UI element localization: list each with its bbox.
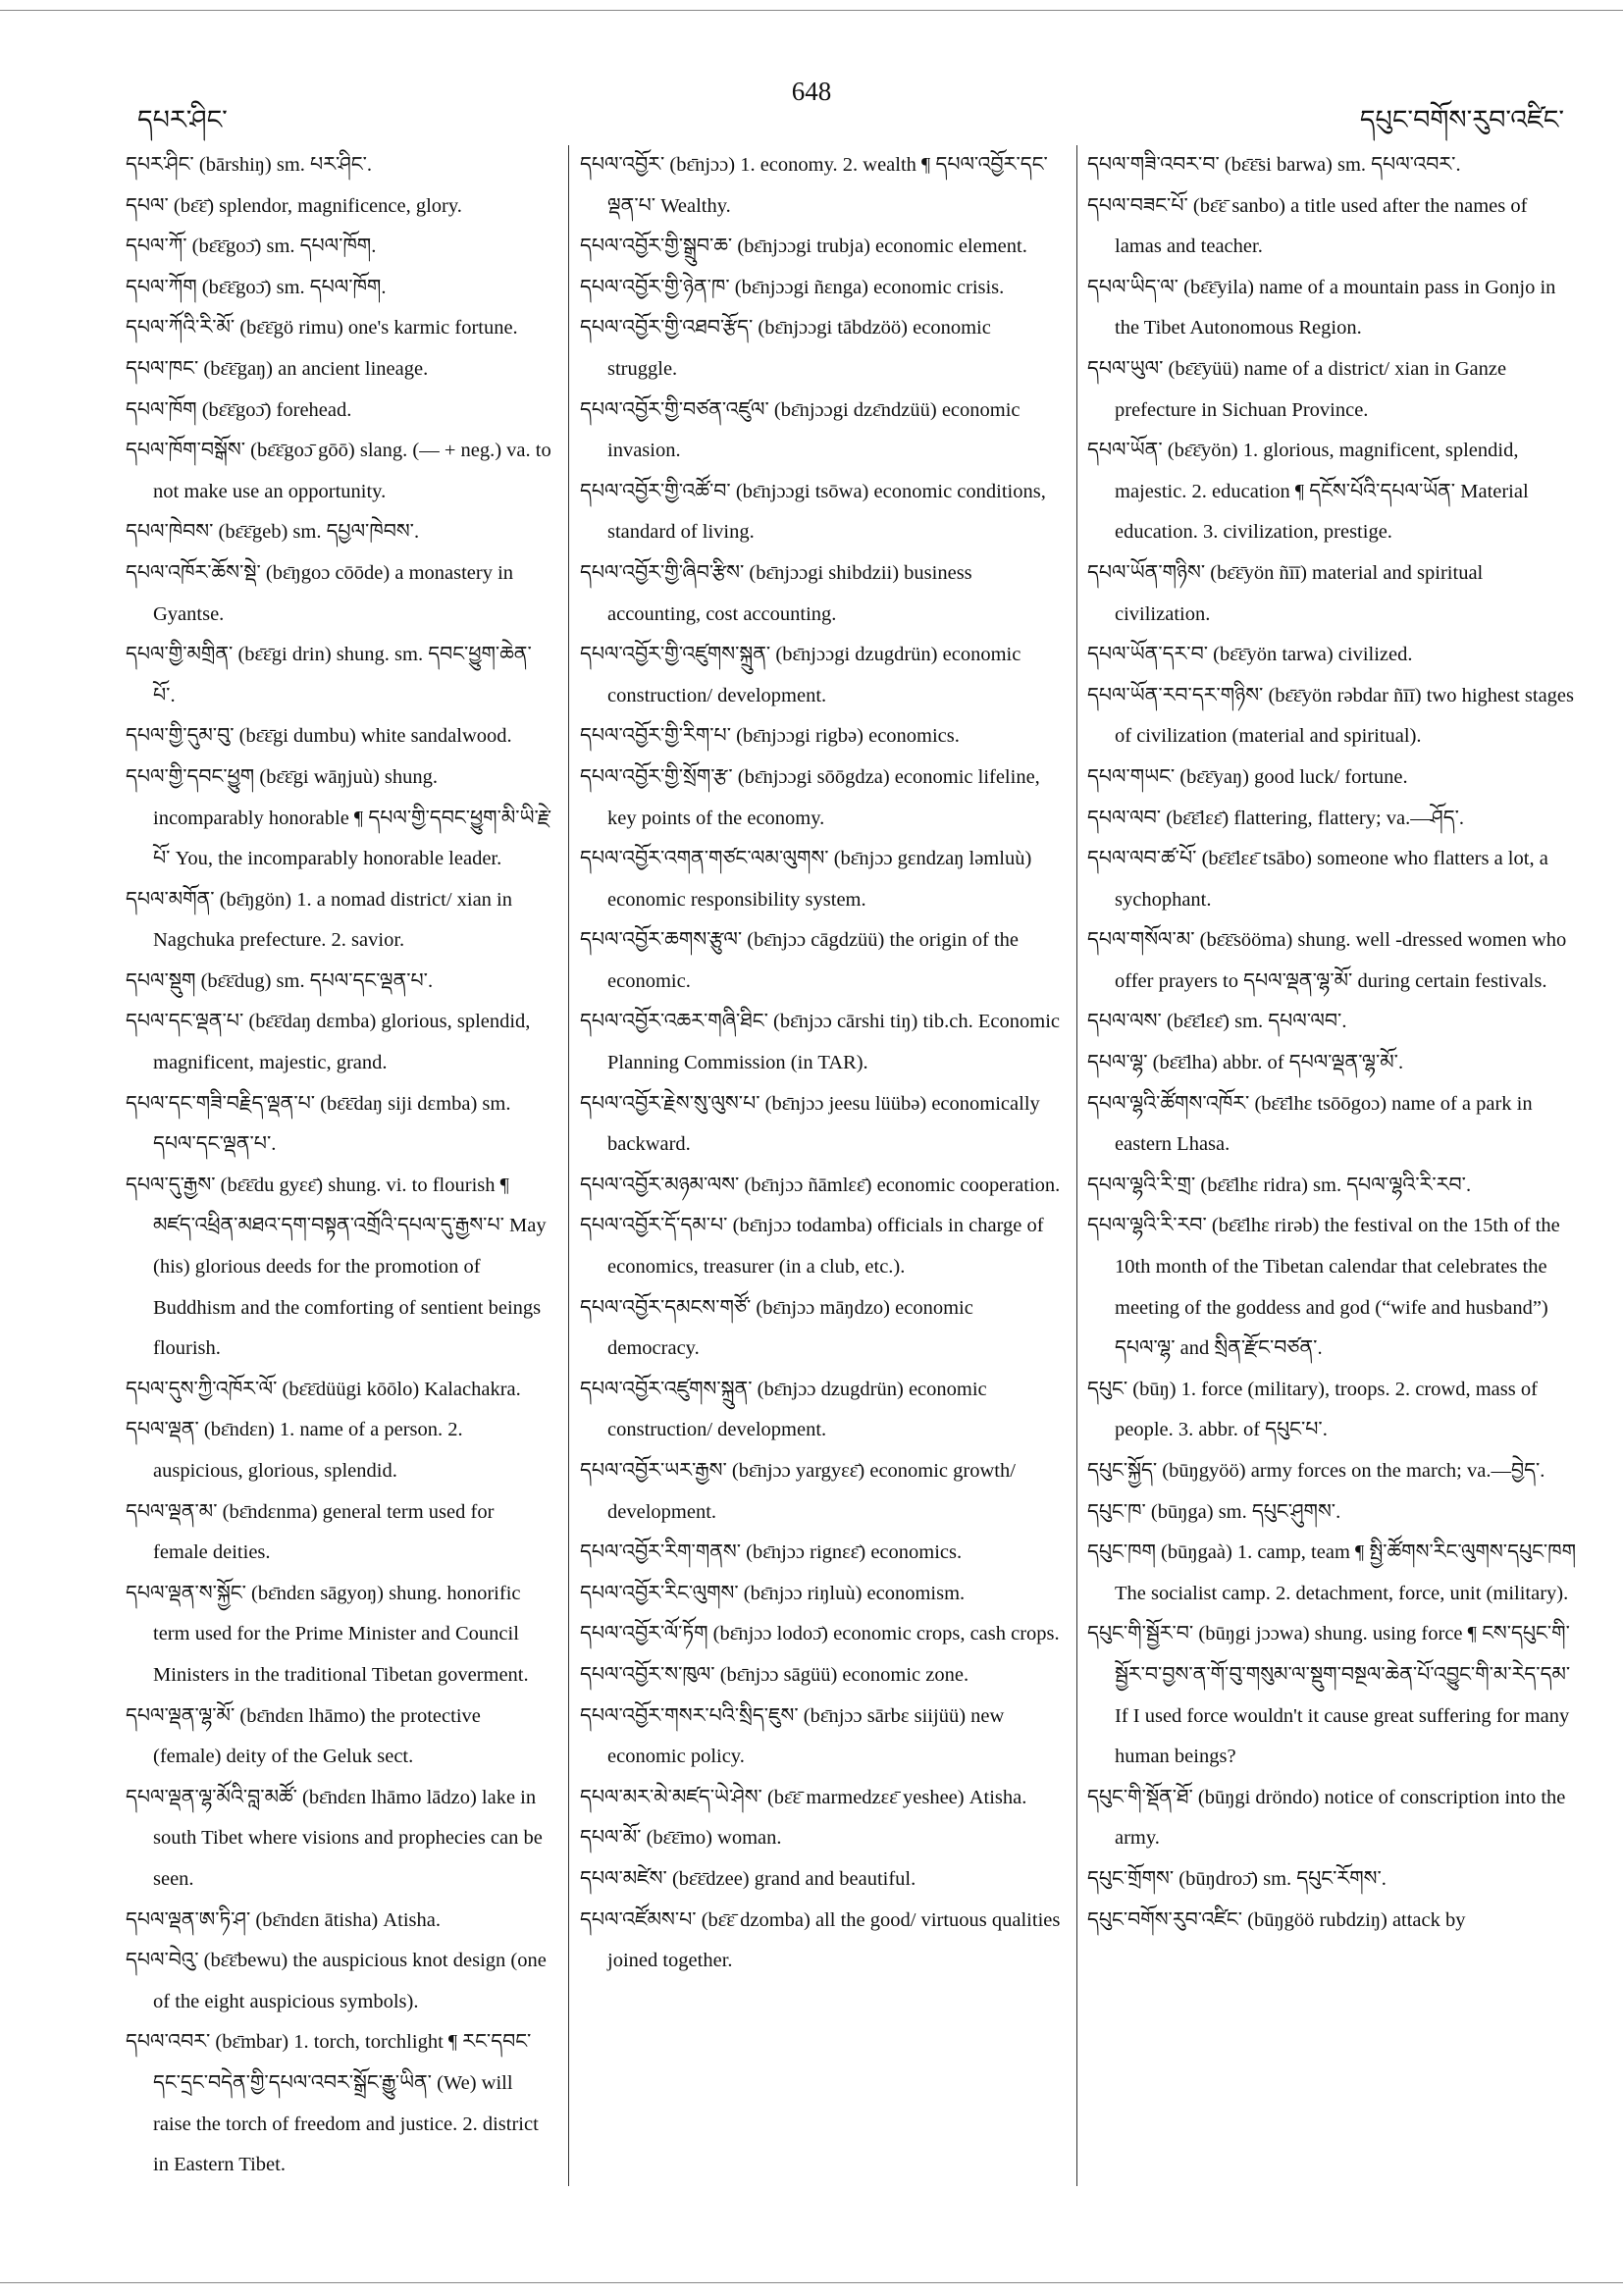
dictionary-entry: དཔལ་འབྱོར་གྱི་ཉེན་ཁ་ (bɛ̄njɔɔgi ñɛnga) economic crisis. bbox=[580, 276, 1005, 298]
dictionary-entry: དཔལ་ལྡན་མ་ (bɛ̄ndɛnma) general term used for female deities. bbox=[126, 1500, 495, 1564]
dictionary-entry: དཔལ་འབྱོར་གྱི་འཛུགས་སྐྲུན་ (bɛ̄njɔɔgi dzugdrün) economic construction/ development. bbox=[580, 644, 1021, 706]
dictionary-entry: དཔལ་འབྱོར་ཡར་རྒྱས་ (bɛ̄njɔɔ yargyɛɛ̄) economic growth/ development. bbox=[580, 1460, 1016, 1523]
dictionary-entry: དཔལ་ལྡན་ལྷ་མོ་ (bɛ̄ndɛn lhāmo) the protective (female) deity of the Geluk sect. bbox=[126, 1704, 481, 1768]
dictionary-entry: དཔལ་ཡོན་རབ་དར་གཉིས་ (bɛ̄ɛ̄yön rəbdar ñīī) two highest stages of civilization (material and spiritual). bbox=[1087, 684, 1575, 748]
dictionary-entry: དཔལ་མཛེས་ (bɛ̄ɛ̄dzee) grand and beautiful. bbox=[580, 1867, 916, 1890]
dictionary-entry: དཔལ་ལས་ (bɛ̄ɛ̄lɛɛ̄) sm. དཔལ་ལབ་. bbox=[1087, 1011, 1347, 1033]
dictionary-entry: དཔལ་ (bɛ̄ɛ̄) splendor, magnificence, glory. bbox=[126, 194, 462, 217]
dictionary-entry: དཔལ་འབྱོར་ (bɛ̄njɔɔ) 1. economy. 2. wealth ¶ དཔལ་འབྱོར་དང་ལྡན་པ་ Wealthy. bbox=[580, 154, 1048, 217]
dictionary-entry: དཔལ་གསོལ་མ་ (bɛ̄ɛ̄sööma) shung. well -dressed women who offer prayers to དཔལ་ལྡན་ལྷ་མོ་ during certain festivals. bbox=[1087, 929, 1567, 992]
dictionary-entry: དཔལ་འབྱོར་རིག་གནས་ (bɛ̄njɔɔ rignɛɛ̄) economics. bbox=[580, 1541, 963, 1564]
dictionary-entry: དཔལ་ཀོག (bɛ̄ɛ̄goɔ̄) sm. དཔལ་ཁོག. bbox=[126, 276, 387, 298]
top-rule bbox=[0, 10, 1623, 11]
dictionary-entry: དཔལ་གཡང་ (bɛ̄ɛ̄yaŋ) good luck/ fortune. bbox=[1087, 765, 1408, 788]
dictionary-entry: དཔུང་ཁག (būŋgaà) 1. camp, team ¶ སྤྱི་ཚོགས་རིང་ལུགས་དཔུང་ཁག The socialist camp. 2. detachment, force, unit (military). bbox=[1087, 1541, 1576, 1604]
dictionary-entry: དཔལ་བེའུ་ (bɛ̄ɛ̄bewu) the auspicious knot design (one of the eight auspicious symbols). bbox=[126, 1950, 547, 2012]
dictionary-entry: དཔལ་ཡོན་དར་བ་ (bɛ̄ɛ̄yön tarwa) civilized. bbox=[1087, 644, 1413, 666]
dictionary-entry: དཔལ་འབྱོར་འགན་གཙང་ལམ་ལུགས་ (bɛ̄njɔɔ gɛndzaŋ ləmluù) economic responsibility system. bbox=[580, 848, 1032, 911]
dictionary-entry: དཔལ་འབྱོར་གྱི་སྲོག་རྩ་ (bɛ̄njɔɔgi sōōgdza) economic lifeline, key points of the economy. bbox=[580, 765, 1040, 829]
entry-columns bbox=[126, 145, 1576, 2191]
dictionary-entry: དཔལ་འབྱོར་དོ་དམ་པ་ (bɛ̄njɔɔ todamba) officials in charge of economics, treasurer (in a club, etc.). bbox=[580, 1215, 1044, 1278]
dictionary-entry: དཔལ་འབྱོར་ལོ་ཏོག (bɛ̄njɔɔ lodoɔ̄) economic crops, cash crops. bbox=[580, 1623, 1060, 1645]
dictionary-entry: དཔལ་ལབ་ཚ་པོ་ (bɛ̄ɛ̄lɛɛ̄ tsābo) someone who flatters a lot, a sychophant. bbox=[1087, 848, 1548, 911]
dictionary-entry: དཔལ་འབྱོར་གྱི་འཐབ་རྩོད་ (bɛ̄njɔɔgi tābdzöö) economic struggle. bbox=[580, 317, 991, 380]
dictionary-entry: དཔལ་ལྷའི་ཚོགས་འཁོར་ (bɛ̄ɛ̄lhɛ tsōōgoɔ) name of a park in eastern Lhasa. bbox=[1087, 1092, 1533, 1156]
header-right-guideword: དཔུང་བགོས་རུབ་འཛིང་ bbox=[1359, 105, 1564, 134]
dictionary-entry: དཔལ་བཟང་པོ་ (bɛ̄ɛ̄ sanbo) a title used after the names of lamas and teacher. bbox=[1087, 194, 1528, 258]
dictionary-entry: དཔལ་འབྱོར་རྗེས་སུ་ལུས་པ་ (bɛ̄njɔɔ jeesu lüübə) economically backward. bbox=[580, 1092, 1040, 1156]
dictionary-entry: དཔལ་ཡོན་གཉིས་ (bɛ̄ɛ̄yön ñīī) material and spiritual civilization. bbox=[1087, 561, 1484, 625]
dictionary-entry: དཔལ་འབྱོར་གྱི་རིག་པ་ (bɛ̄njɔɔgi rigbə) economics. bbox=[580, 725, 960, 748]
dictionary-entry: དཔལ་ལྡན་ (bɛ̄ndɛn) 1. name of a person. 2. auspicious, glorious, splendid. bbox=[126, 1419, 463, 1482]
dictionary-entry: དཔུང་ (būŋ) 1. force (military), troops. 2. crowd, mass of people. 3. abbr. of དཔུང་པ་. bbox=[1087, 1378, 1538, 1441]
dictionary-entry: དཔལ་མོ་ (bɛ̄ɛ̄mo) woman. bbox=[580, 1827, 782, 1850]
column-2 bbox=[580, 145, 1061, 2191]
dictionary-entry: དཔལ་འབྱོར་གྱི་ཞིབ་རྩིས་ (bɛ̄njɔɔgi shibdzii) business accounting, cost accounting. bbox=[580, 561, 972, 625]
dictionary-entry: དཔལ་འབྱོར་རིང་ལུགས་ (bɛ̄njɔɔ riŋluù) economism. bbox=[580, 1582, 966, 1604]
dictionary-entry: དཔལ་ལྡན་ལྷ་མོའི་བླ་མཚོ་ (bɛ̄ndɛn lhāmo lādzo) lake in south Tibet where visions and prophecies can be seen. bbox=[126, 1786, 543, 1890]
page-number: 648 bbox=[791, 77, 832, 106]
column-3 bbox=[1087, 145, 1576, 2191]
dictionary-entry: དཔལ་གྱི་མགྲིན་ (bɛ̄ɛ̄gi drin) shung. sm. དབང་ཕྱུག་ཆེན་པོ་. bbox=[126, 644, 532, 706]
dictionary-entry: དཔལ་ལབ་ (bɛ̄ɛ̄lɛɛ̄) flattering, flattery; va.—ཤོད་. bbox=[1087, 807, 1464, 829]
dictionary-entry: དཔལ་འབྱོར་མཉམ་ལས་ (bɛ̄njɔɔ ñāmlɛɛ̄) economic cooperation. bbox=[580, 1174, 1061, 1196]
dictionary-entry: དཔལ་ཡུལ་ (bɛ̄ɛ̄yüü) name of a district/ xian in Ganze prefecture in Sichuan Province. bbox=[1087, 357, 1507, 421]
dictionary-entry: དཔལ་འབར་ (bɛ̄mbar) 1. torch, torchlight ¶ རང་དབང་དང་དྲང་བདེན་གྱི་དཔལ་འབར་སྒྲོང་རྒྱུ་ཡིན་ (We) will raise the torch of freedom and justice. 2. district in Eastern Tibet. bbox=[126, 2031, 539, 2176]
dictionary-entry: དཔལ་འབྱོར་གྱི་སྒྲུབ་ཆ་ (bɛ̄njɔɔgi trubja) economic element. bbox=[580, 235, 1027, 258]
dictionary-entry: དཔལ་ལྷ་ (bɛ̄ɛ̄lha) abbr. of དཔལ་ལྡན་ལྷ་མོ་. bbox=[1087, 1052, 1404, 1074]
header-left-guideword: དཔར་ཤིང་ bbox=[137, 105, 228, 134]
dictionary-entry: དཔལ་དུ་རྒྱས་ (bɛ̄ɛ̄du gyɛɛ̄) shung. vi. to flourish ¶ མཛད་འཕྲིན་མཐའ་དག་བསྟན་འགྲོའི་དཔལ་དུ་རྒྱས་པ་ May (his) glorious deeds for the promotion of Buddhism and the comforting of sentient beings flourish. bbox=[126, 1174, 547, 1360]
column-1 bbox=[126, 145, 552, 2191]
dictionary-entry: དཔུང་བགོས་རུབ་འཛིང་ (būŋgöö rubdziŋ) attack by bbox=[1087, 1908, 1466, 1931]
dictionary-entry: དཔལ་འཁོར་ཆོས་སྡེ་ (bɛ̄ŋgoɔ cōōde) a monastery in Gyantse. bbox=[126, 561, 514, 625]
dictionary-entry: དཔལ་འབྱོར་འཆར་གཞི་ཐིང་ (bɛ̄njɔɔ cārshi tiŋ) tib.ch. Economic Planning Commission (in TAR). bbox=[580, 1011, 1060, 1074]
dictionary-entry: དཔུང་གི་སྦྱོར་བ་ (būŋgi jɔɔwa) shung. using force ¶ ངས་དཔུང་གི་སྦྱོར་བ་བྱས་ན་གོ་བུ་གསུམ་ལ་སྡུག་བསྔལ་ཆེན་པོ་འབྱུང་གི་མ་རེད་དམ་ If I used force wouldn't it cause great suffering for many human beings? bbox=[1087, 1623, 1571, 1768]
dictionary-entry: དཔུང་ཁ་ (būŋga) sm. དཔུང་ཤུགས་. bbox=[1087, 1500, 1341, 1523]
dictionary-entry: དཔལ་ལྷའི་རི་གྲ་ (bɛ̄ɛ̄lhɛ ridra) sm. དཔལ་ལྷའི་རི་རབ་. bbox=[1087, 1174, 1472, 1196]
dictionary-entry: དཔལ་ཀོ་ (bɛ̄ɛ̄goɔ̄) sm. དཔལ་ཁོག. bbox=[126, 235, 377, 258]
dictionary-entry: དཔལ་ཡོན་ (bɛ̄ɛ̄yön) 1. glorious, magnificent, splendid, majestic. 2. education ¶ དངོས་པོའི་དཔལ་ཡོན་ Material education. 3. civilization, prestige. bbox=[1087, 440, 1529, 544]
dictionary-entry: དཔལ་ལྡན་ཨ་ཏི་ཤ་ (bɛ̄ndɛn ātisha) Atisha. bbox=[126, 1908, 442, 1931]
dictionary-entry: དཔལ་ལྡན་ས་སྐྱོང་ (bɛ̄ndɛn sāgyoŋ) shung. honorific term used for the Prime Minister and Council Ministers in the traditional Tibetan goverment. bbox=[126, 1582, 529, 1686]
dictionary-entry: དཔུང་གྲོགས་ (būŋdroɔ̄) sm. དཔུང་རོགས་. bbox=[1087, 1867, 1387, 1890]
dictionary-entry: དཔལ་ཡིད་ལ་ (bɛ̄ɛ̄yila) name of a mountain pass in Gonjo in the Tibet Autonomous Region. bbox=[1087, 276, 1556, 339]
dictionary-entry: དཔུང་གི་སྡོན་ཐོ་ (būŋgi dröndo) notice of conscription into the army. bbox=[1087, 1786, 1566, 1850]
dictionary-entry: དཔལ་གྱི་དུམ་བུ་ (bɛ̄ɛ̄gi dumbu) white sandalwood. bbox=[126, 725, 512, 748]
dictionary-entry: དཔལ་འབྱོར་དམངས་གཙོ་ (bɛ̄njɔɔ māŋdzo) economic democracy. bbox=[580, 1296, 973, 1360]
dictionary-entry: དཔལ་གཟི་འབར་བ་ (bɛ̄ɛ̄si barwa) sm. དཔལ་འབར་. bbox=[1087, 154, 1461, 176]
dictionary-entry: དཔལ་ལྷའི་རི་རབ་ (bɛ̄ɛ̄lhɛ rirəb) the festival on the 15th of the 10th month of the Tibetan calendar that celebrates the meeting of the goddess and god (“wife and husband”) དཔལ་ལྷ་ and སྲིན་རྫོང་བཙན་. bbox=[1087, 1215, 1560, 1360]
dictionary-entry: དཔལ་དང་གཟི་བརྗིད་ལྡན་པ་ (bɛ̄ɛ̄daŋ siji dɛmba) sm. དཔལ་དང་ལྡན་པ་. bbox=[126, 1092, 511, 1156]
dictionary-entry: དཔལ་མར་མེ་མཛད་ཡེ་ཤེས་ (bɛ̄ɛ̄ marmedzɛɛ̄ yeshee) Atisha. bbox=[580, 1786, 1027, 1808]
dictionary-entry: དཔལ་འབྱོར་གསར་པའི་སྲིད་ཇུས་ (bɛ̄njɔɔ sārbɛ siijüü) new economic policy. bbox=[580, 1704, 1005, 1768]
dictionary-entry: དཔལ་ཁང་ (bɛ̄ɛ̄gaŋ) an ancient lineage. bbox=[126, 357, 429, 380]
dictionary-entry: དཔལ་འཛོམས་པ་ (bɛ̄ɛ̄ dzomba) all the good/ virtuous qualities joined together. bbox=[580, 1908, 1061, 1972]
dictionary-entry: དཔལ་འབྱོར་འཛུགས་སྐྲུན་ (bɛ̄njɔɔ dzugdrün) economic construction/ development. bbox=[580, 1378, 987, 1441]
dictionary-entry: དཔལ་དུས་ཀྱི་འཁོར་ལོ་ (bɛ̄ɛ̄düügi kōōlo) Kalachakra. bbox=[126, 1378, 521, 1400]
dictionary-entry: དཔར་ཤིང་ (bārshiŋ) sm. པར་ཤིང་. bbox=[126, 154, 373, 176]
dictionary-entry: དཔལ་མགོན་ (bɛ̄ŋgön) 1. a nomad district/ xian in Nagchuka prefecture. 2. savior. bbox=[126, 888, 513, 952]
dictionary-entry: དཔལ་སྡུག (bɛ̄ɛ̄dug) sm. དཔལ་དང་ལྡན་པ་. bbox=[126, 969, 434, 992]
dictionary-entry: དཔལ་ཁེབས་ (bɛ̄ɛ̄geb) sm. དཔྱལ་ཁེབས་. bbox=[126, 521, 420, 544]
dictionary-entry: དཔལ་འབྱོར་གྱི་བཙན་འཛུལ་ (bɛ̄njɔɔgi dzɛ̄ndzüü) economic invasion. bbox=[580, 398, 1021, 462]
page-header bbox=[0, 69, 1623, 134]
dictionary-entry: དཔལ་གྱི་དབང་ཕྱུག (bɛ̄ɛ̄gi wāŋjuù) shung. incomparably honorable ¶ དཔལ་གྱི་དབང་ཕྱུག་མི་ཡི་རྗེ་པོ་ You, the incomparably honorable leader. bbox=[126, 765, 552, 870]
dictionary-entry: དཔལ་འབྱོར་ཆགས་རྩུལ་ (bɛ̄njɔɔ cāgdzüü) the origin of the economic. bbox=[580, 929, 1020, 992]
dictionary-entry: དཔལ་ཁོག་བསྒོས་ (bɛ̄ɛ̄goɔ̄ gōō) slang. (— + neg.) va. to not make use an opportunity. bbox=[126, 440, 551, 502]
dictionary-entry: དཔལ་འབྱོར་གྱི་འཚོ་བ་ (bɛ̄njɔɔgi tsōwa) economic conditions, standard of living. bbox=[580, 480, 1046, 544]
dictionary-entry: དཔལ་ཀོའི་རི་མོ་ (bɛ̄ɛ̄gö rimu) one's karmic fortune. bbox=[126, 317, 518, 339]
dictionary-entry: དཔལ་དང་ལྡན་པ་ (bɛ̄ɛ̄daŋ dɛmba) glorious, splendid, magnificent, majestic, grand. bbox=[126, 1011, 531, 1074]
dictionary-entry: དཔལ་འབྱོར་ས་ཁུལ་ (bɛ̄njɔɔ sāgüü) economic zone. bbox=[580, 1663, 969, 1686]
bottom-rule bbox=[0, 2282, 1623, 2283]
dictionary-entry: དཔུང་སྐྱོད་ (būŋgyöö) army forces on the march; va.—བྱེད་. bbox=[1087, 1460, 1545, 1482]
dictionary-entry: དཔལ་ཁོག (bɛ̄ɛ̄goɔ̄) forehead. bbox=[126, 398, 352, 421]
